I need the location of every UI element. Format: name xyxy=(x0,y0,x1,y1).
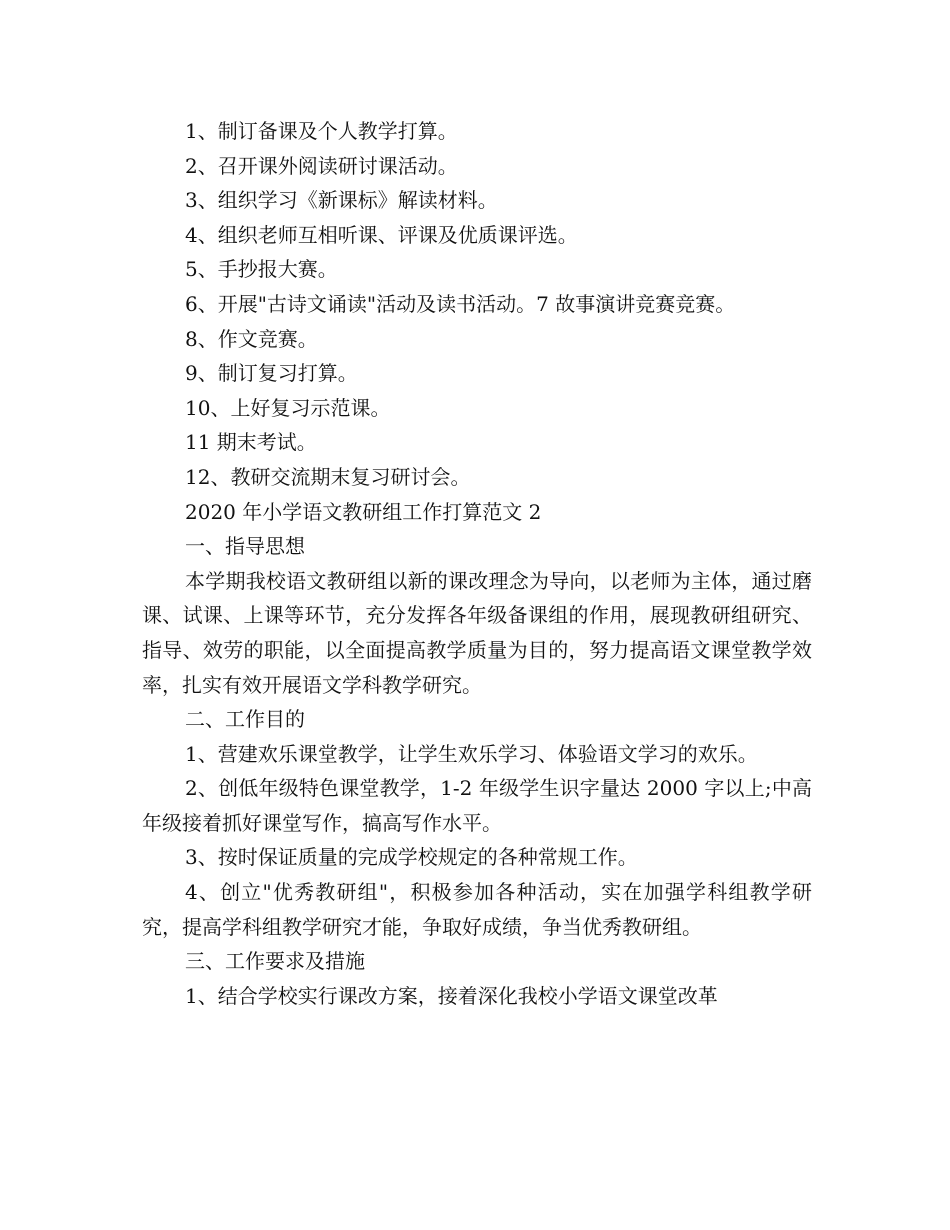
section-heading-guiding-thought: 一、指导思想 xyxy=(185,534,305,559)
plan-item-1: 1、制订备课及个人教学打算。 xyxy=(185,119,458,143)
goal-item-4: 4、创立"优秀教研组"，积极参加各种活动，实在加强学科组教学研究，提高学科组教学研究才能，争取好成绩，争当优秀教研组。 xyxy=(142,880,812,939)
section-heading-requirements: 三、工作要求及措施 xyxy=(185,949,365,974)
plan-item-3: 3、组织学习《新课标》解读材料。 xyxy=(185,188,498,213)
document-body xyxy=(142,114,812,1013)
plan-item-12: 12、教研交流期末复习研讨会。 xyxy=(185,464,471,489)
guiding-thought-paragraph: 本学期我校语文教研组以新的课改理念为导向，以老师为主体，通过磨课、试课、上课等环节，充分发挥各年级备课组的作用，展现教研组研究、指导、效劳的职能，以全面提高教学质量为目的，努力提高语文课堂教学效率，扎实有效开展语文学科教学研究。 xyxy=(142,568,812,697)
measure-item-1: 1、结合学校实行课改方案，接着深化我校小学语文课堂改革 xyxy=(185,983,718,1008)
plan-item-6: 6、开展"古诗文诵读"活动及读书活动。7 故事演讲竞赛竞赛。 xyxy=(185,291,736,316)
plan-item-2: 2、召开课外阅读研讨课活动。 xyxy=(185,153,458,178)
plan-item-10: 10、上好复习示范课。 xyxy=(185,395,391,420)
plan-item-9: 9、制订复习打算。 xyxy=(185,361,358,386)
goal-item-1: 1、营建欢乐课堂教学，让学生欢乐学习、体验语文学习的欢乐。 xyxy=(185,741,758,766)
article-title: 2020 年小学语文教研组工作打算范文 2 xyxy=(185,499,542,524)
goal-item-2: 2、创低年级特色课堂教学，1-2 年级学生识字量达 2000 字以上;中高年级接着抓好课堂写作，搞高写作水平。 xyxy=(142,776,812,835)
section-heading-work-goals: 二、工作目的 xyxy=(185,707,305,732)
plan-item-5: 5、手抄报大赛。 xyxy=(185,257,338,282)
goal-item-3: 3、按时保证质量的完成学校规定的各种常规工作。 xyxy=(185,845,638,870)
plan-item-11: 11 期末考试。 xyxy=(185,430,317,455)
plan-item-8: 8、作文竞赛。 xyxy=(185,326,318,351)
plan-item-4: 4、组织老师互相听课、评课及优质课评选。 xyxy=(185,222,578,247)
